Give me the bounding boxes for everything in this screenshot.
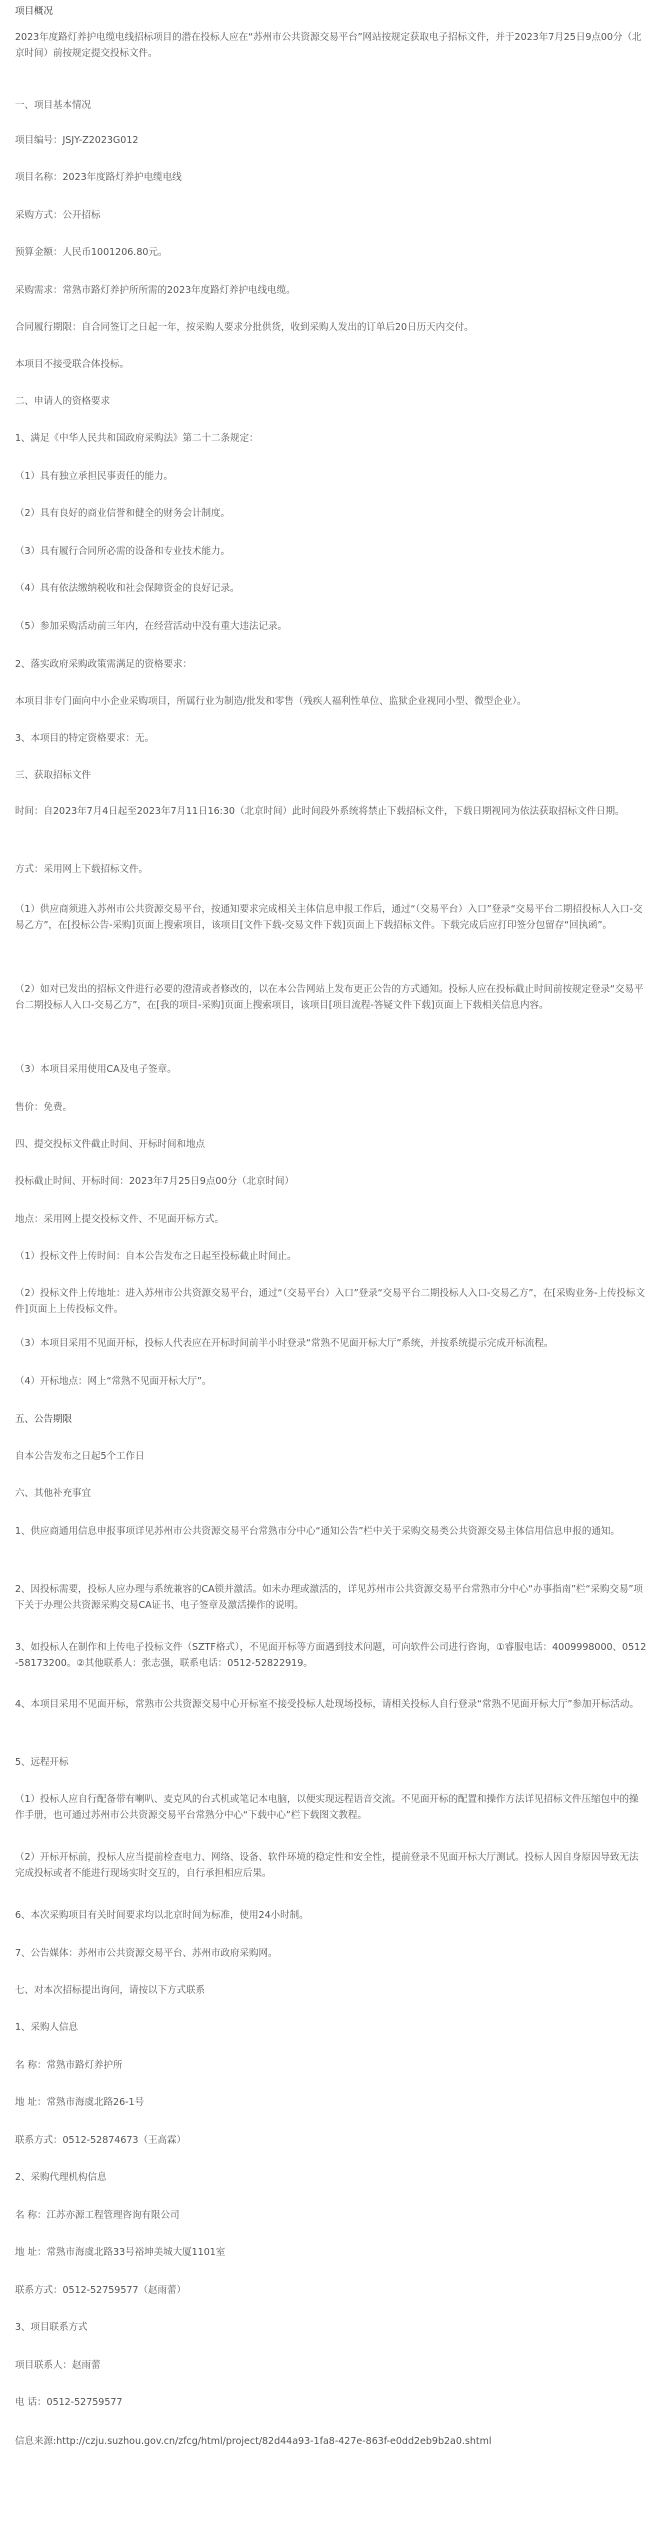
paragraph: 售价：免费。 (15, 1102, 73, 1113)
paragraph: 投标截止时间、开标时间：2023年7月25日9点00分（北京时间） (15, 1176, 294, 1187)
paragraph: 预算金额：人民币1001206.80元。 (15, 247, 168, 258)
paragraph: 5、远程开标 (15, 1757, 69, 1768)
paragraph: 6、本次采购项目有关时间要求均以北京时间为标准，使用24小时制。 (15, 1910, 309, 1921)
paragraph: （2）开标开标前，投标人应当提前检查电力、网络、设备、软件环境的稳定性和安全性，提前登录不见面开标大厅测试。投标人因自身原因导致无法完成投标或者不能进行现场实时交互的，自行承担相应后果。 (15, 1852, 639, 1879)
paragraph: 二、申请人的资格要求 (15, 396, 111, 407)
paragraph: 一、项目基本情况 (15, 100, 92, 111)
paragraph: 2023年度路灯养护电缆电线招标项目的潜在投标人应在“苏州市公共资源交易平台”网站按规定获取电子招标文件，并于2023年7月25日9点00分（北京时间）前按规定提交投标文件。 (15, 32, 642, 59)
paragraph: 本项目不接受联合体投标。 (15, 359, 130, 370)
paragraph: （2）如对已发出的招标文件进行必要的澄清或者修改的，以在本公告网站上发布更正公告的方式通知。投标人应在投标截止时间前按规定登录“交易平台二期投标人入口-交易乙方”，在[我的项目-采购]页面上搜索项目，该项目[项目流程-答疑文件下载]页面上下载相关信息内容。 (15, 984, 644, 1011)
paragraph: 1、满足《中华人民共和国政府采购法》第二十二条规定： (15, 433, 259, 444)
paragraph: 2、因投标需要，投标人应办理与系统兼容的CA锁并激活。如未办理或激活的，详见苏州市公共资源交易平台常熟市分中心“办事指南”栏“采购交易”项下关于办理公共资源采购交易CA证书、电子签章及激活操作的说明。 (15, 1584, 643, 1611)
paragraph: （3）本项目采用不见面开标，投标人代表应在开标时间前半小时登录“常熟不见面开标大厅”系统，并按系统提示完成开标流程。 (15, 1338, 554, 1349)
paragraph: 地点：采用网上提交投标文件、不见面开标方式。 (15, 1214, 225, 1225)
paragraph: 地 址：常熟市海虞北路33号裕坤美城大厦1101室 (15, 2247, 226, 2258)
paragraph: 六、其他补充事宜 (15, 1488, 92, 1499)
paragraph: 本项目非专门面向中小企业采购项目，所属行业为制造/批发和零售（残疾人福利性单位、监狱企业视同小型、微型企业）。 (15, 696, 527, 707)
paragraph: 四、提交投标文件截止时间、开标时间和地点 (15, 1139, 206, 1150)
paragraph: 项目编号：JSJY-Z2023G012 (15, 135, 139, 146)
paragraph: 电 话：0512-52759577 (15, 2397, 123, 2408)
paragraph: 项目联系人：赵雨蕾 (15, 2360, 101, 2371)
paragraph: 地 址：常熟市海虞北路26-1号 (15, 2097, 145, 2108)
paragraph: （2）投标文件上传地址：进入苏州市公共资源交易平台，通过“（交易平台）入口”登录“交易平台二期投标人入口-交易乙方”，在[采购业务-上传投标文件]页面上上传投标文件。 (15, 1288, 646, 1315)
paragraph: 3、项目联系方式 (15, 2322, 88, 2333)
paragraph: 名 称：江苏亦源工程管理咨询有限公司 (15, 2210, 180, 2221)
paragraph: 采购方式：公开招标 (15, 210, 101, 221)
paragraph: （1）投标人应自行配备带有喇叭、麦克风的台式机或笔记本电脑，以便实现远程语音交流。不见面开标的配置和操作方法详见招标文件压缩包中的操作手册，也可通过苏州市公共资源交易平台常熟分中心“下载中心”栏下载图文教程。 (15, 1794, 639, 1821)
paragraph: 自本公告发布之日起5个工作日 (15, 1451, 145, 1462)
paragraph: 方式：采用网上下载招标文件。 (15, 864, 149, 875)
source-link[interactable]: 信息来源:http://czju.suzhou.gov.cn/zfcg/html/project/82d44a93-1fa8-427e-863f-e0dd2eb9b2a0.shtml (15, 2436, 492, 2447)
paragraph: （1）具有独立承担民事责任的能力。 (15, 471, 174, 482)
section-heading: 五、公告期限 (15, 1414, 73, 1425)
paragraph: 1、供应商通用信息申报事项详见苏州市公共资源交易平台常熟市分中心“通知公告”栏中关于采购交易类公共资源交易主体信用信息申报的通知。 (15, 1526, 620, 1537)
paragraph: 7、公告媒体：苏州市公共资源交易平台、苏州市政府采购网。 (15, 1948, 278, 1959)
paragraph: （3）具有履行合同所必需的设备和专业技术能力。 (15, 546, 231, 557)
paragraph: 三、获取招标文件 (15, 770, 92, 781)
paragraph: 合同履行期限：自合同签订之日起一年，按采购人要求分批供货，收到采购人发出的订单后20日历天内交付。 (15, 322, 474, 333)
paragraph: （2）具有良好的商业信誉和健全的财务会计制度。 (15, 508, 231, 519)
paragraph: 2、落实政府采购政策需满足的资格要求： (15, 659, 193, 670)
section-heading: 项目概况 (15, 6, 54, 17)
paragraph: 名 称：常熟市路灯养护所 (15, 2060, 123, 2071)
paragraph: 七、对本次招标提出询问，请按以下方式联系 (15, 1985, 206, 1996)
paragraph: 项目名称：2023年度路灯养护电缆电线 (15, 172, 182, 183)
paragraph: 联系方式：0512-52874673（王高霖） (15, 2135, 186, 2146)
paragraph: （3）本项目采用使用CA及电子签章。 (15, 1064, 177, 1075)
paragraph: （5）参加采购活动前三年内，在经营活动中没有重大违法记录。 (15, 621, 288, 632)
paragraph: （4）具有依法缴纳税收和社会保障资金的良好记录。 (15, 583, 240, 594)
paragraph: 1、采购人信息 (15, 2022, 79, 2033)
paragraph: 联系方式：0512-52759577（赵雨蕾） (15, 2285, 186, 2296)
paragraph: 3、本项目的特定资格要求：无。 (15, 733, 155, 744)
paragraph: 2、采购代理机构信息 (15, 2172, 107, 2183)
paragraph: （1）供应商须进入苏州市公共资源交易平台，按通知要求完成相关主体信息申报工作后，通过“（交易平台）入口”登录“交易平台二期招投标人入口-交易乙方”，在[投标公告-采购]页面上搜索项目，该项目[文件下载-交易文件下载]页面上下载招标文件。下载完成后应打印签分包留存“回执函”。 (15, 904, 643, 931)
paragraph: 时间：自2023年7月4日起至2023年7月11日16:30（北京时间）此时间段外系统将禁止下载招标文件，下载日期视同为依法获取招标文件日期。 (15, 806, 625, 817)
paragraph: 采购需求：常熟市路灯养护所所需的2023年度路灯养护电线电缆。 (15, 285, 296, 296)
paragraph: （1）投标文件上传时间：自本公告发布之日起至投标截止时间止。 (15, 1251, 297, 1262)
paragraph: 4、本项目采用不见面开标，常熟市公共资源交易中心开标室不接受投标人赴现场投标，请相关投标人自行登录“常熟不见面开标大厅”参加开标活动。 (15, 1699, 639, 1710)
paragraph: （4）开标地点：网上“常熟不见面开标大厅”。 (15, 1376, 212, 1387)
paragraph: 3、如投标人在制作和上传电子投标文件（SZTF格式），不见面开标等方面遇到技术问题，可向软件公司进行咨询，①睿服电话：4009998000、0512-58173200。②其他联系人：张志强，联系电话：0512-52822919。 (15, 1642, 647, 1669)
